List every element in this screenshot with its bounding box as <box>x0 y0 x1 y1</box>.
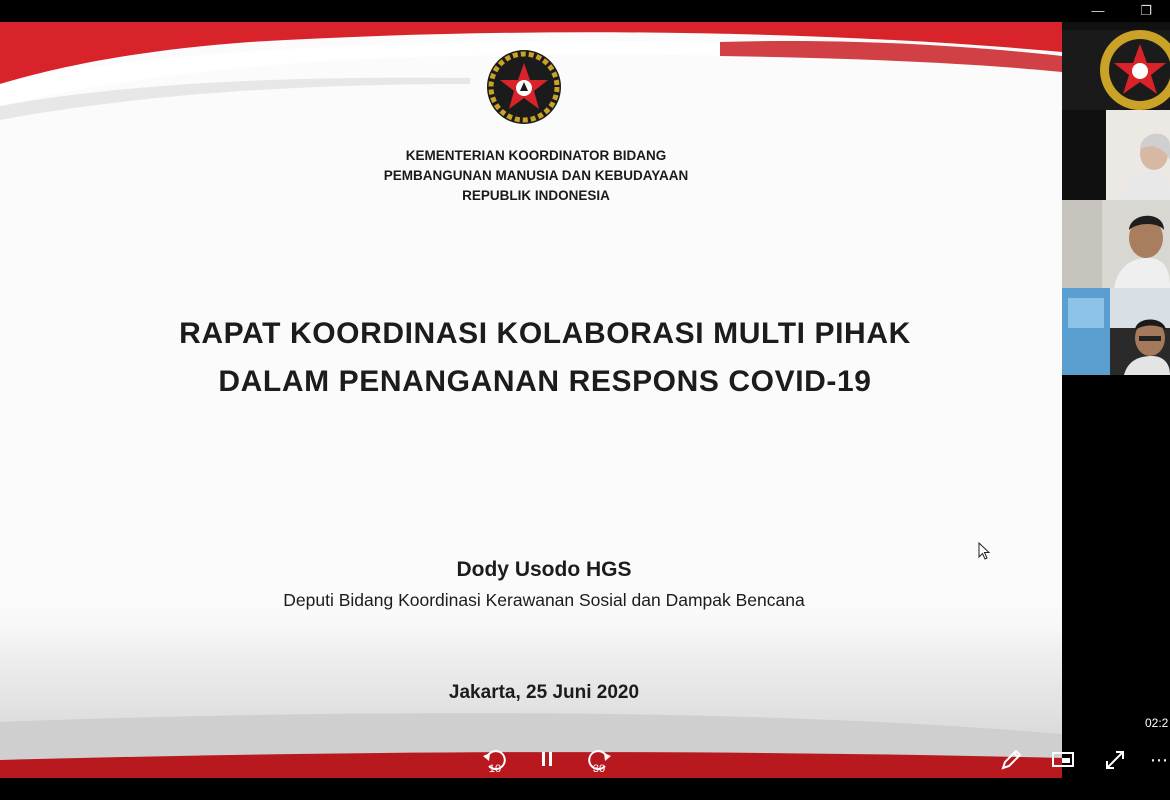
forward-button[interactable] <box>584 746 614 774</box>
presenter-position: Deputi Bidang Koordinasi Kerawanan Sosial dan Dampak Bencana <box>283 590 805 610</box>
slide-date: Jakarta, 25 Juni 2020 <box>448 682 640 703</box>
forward-icon <box>584 746 614 774</box>
slide-title-line: RAPAT KOORDINASI KOLABORASI MULTI PIHAK <box>179 317 911 350</box>
ministry-line: KEMENTERIAN KOORDINATOR BIDANG <box>405 148 667 163</box>
participant-panel <box>1062 22 1170 375</box>
rewind-icon <box>480 746 510 774</box>
playback-time: 02:2 <box>1145 716 1169 730</box>
ministry-name <box>312 146 760 206</box>
ministry-emblem-icon <box>1062 30 1170 110</box>
participant-video[interactable] <box>1062 200 1170 288</box>
pen-icon <box>996 746 1026 774</box>
ministry-emblem-icon <box>486 49 562 125</box>
presenter-name: Dody Usodo HGS <box>456 558 632 581</box>
picture-in-picture-button[interactable] <box>1048 746 1078 774</box>
slide-title-line: DALAM PENANGANAN RESPONS COVID-19 <box>218 365 872 398</box>
forward-seconds: 30 <box>592 763 606 774</box>
ministry-line: REPUBLIK INDONESIA <box>462 188 610 203</box>
participant-video-frame <box>1062 200 1170 288</box>
rewind-button[interactable] <box>480 746 510 774</box>
minimize-button[interactable]: — <box>1091 3 1105 18</box>
participant-video-frame <box>1062 288 1170 375</box>
pause-icon <box>532 746 562 774</box>
expand-icon <box>1100 746 1130 774</box>
window-bottom-bar <box>0 778 1170 800</box>
participant-tile[interactable] <box>1062 30 1170 110</box>
fullscreen-button[interactable] <box>1100 746 1130 774</box>
restore-button[interactable]: ❐ <box>1140 3 1152 18</box>
picture-in-picture-icon <box>1048 746 1078 774</box>
ministry-line: PEMBANGUNAN MANUSIA DAN KEBUDAYAAN <box>383 168 689 183</box>
more-options-button[interactable]: ⋯ <box>1150 750 1168 770</box>
rewind-seconds: 10 <box>488 763 502 774</box>
participant-video[interactable] <box>1062 110 1170 200</box>
presentation-slide <box>0 22 1062 778</box>
mouse-cursor-icon <box>978 542 992 562</box>
participant-video[interactable] <box>1062 288 1170 375</box>
window-titlebar <box>0 0 1170 22</box>
pause-button[interactable] <box>532 746 562 774</box>
annotate-button[interactable] <box>996 746 1026 774</box>
slide-title <box>60 310 1030 406</box>
participant-video-frame <box>1062 110 1170 200</box>
